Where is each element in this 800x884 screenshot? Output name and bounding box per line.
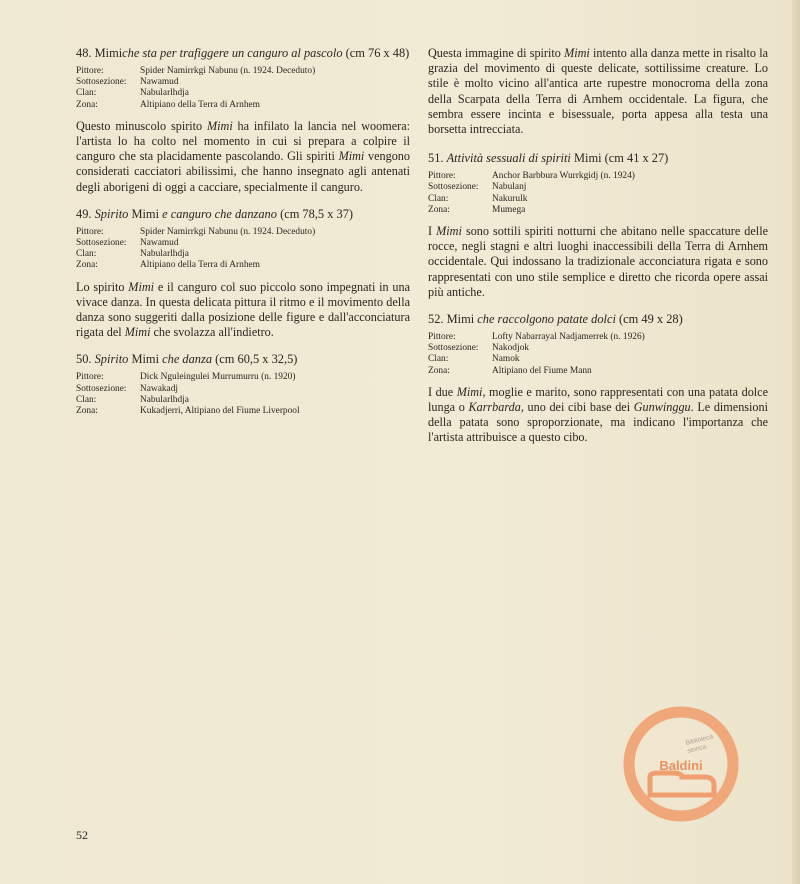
stamp-text-mid: storica xyxy=(686,743,708,755)
entry-description: I Mimi sono sottili spiriti notturni che abitano nelle spaccature delle rocce, negli stagni e altri luoghi inaccessibili della Terra di Arnhem occidentale. Qui indossano la tradizionale acconciatura rigata e sono rappresentati con uno stile semplice e diretto che ricorda opere assai più antiche. xyxy=(428,224,768,299)
stamp-text-top: Biblioteca xyxy=(684,733,714,747)
entry-description: Questo minuscolo spirito Mimi ha infilato la lancia nel woomera: l'artista lo ha colto nel momento in cui si prepara a colpire il canguro che sta placidamente pascolando. Gli spiriti Mimi vengono considerati cacciatori abilissimi, che hanno insegnato agli antenati degli aborigeni di oggi a cacciare, specialmente il canguro. xyxy=(76,118,410,194)
page-number: 52 xyxy=(76,828,88,842)
entry-51 xyxy=(428,151,768,300)
entry-title: 50. Spirito Mimi che danza (cm 60,5 x 32,5) xyxy=(76,352,298,367)
entry-metadata: Pittore: Anchor Barbbura Wurrkgidj (n. 1924) Sottosezione: Nabulanj Clan: Nakurulk Zona: Mumega xyxy=(428,171,635,215)
entry-metadata: Pittore: Spider Namirrkgi Nabunu (n. 1924. Deceduto) Sottosezione: Nawamud Clan: Nabularlhdja Zona: Altipiano della Terra di Arnhem xyxy=(76,66,316,110)
library-stamp-icon xyxy=(622,705,740,823)
left-column xyxy=(76,46,410,429)
page-edge xyxy=(792,0,800,884)
entry-metadata: Pittore: Spider Namirrkgi Nabunu (n. 1924. Deceduto) Sottosezione: Nawamud Clan: Nabularlhdja Zona: Altipiano della Terra di Arnhem xyxy=(76,226,316,271)
entry-title: 49. Spirito Mimi e canguro che danzano (cm 78,5 x 37) xyxy=(76,206,354,221)
entry-50 xyxy=(76,352,410,417)
entry-metadata: Pittore: Dick Nguleingulei Murrumurru (n. 1920) Sottosezione: Nawakadj Clan: Nabularlhdja Zona: Kukadjerri, Altipiano del Fiume Liverpool xyxy=(76,372,300,417)
entry-52 xyxy=(428,312,768,446)
entry-title: 51. Attività sessuali di spiriti Mimi (cm 41 x 27) xyxy=(428,151,669,166)
entry-metadata: Pittore: Lofty Nabarrayal Nadjamerrek (n. 1926) Sottosezione: Nakodjok Clan: Namok Zona: Altipiano del Fiume Mann xyxy=(428,332,645,376)
entry-title: 48. Mimiche sta per trafiggere un canguro al pascolo (cm 76 x 48) xyxy=(76,46,410,60)
right-column xyxy=(428,46,768,458)
entry-description: I due Mimi, moglie e marito, sono rappresentati con una patata dolce lunga o Karrbarda, uno dei cibi base dei Gunwinggu. Le dimensioni della patata sono sproporzionate, ma indicano l'importanza che l'artista attribuisce a questo cibo. xyxy=(428,384,769,445)
entry-50-description: Questa immagine di spirito Mimi intento alla danza mette in risalto la grazia del movimento di queste delicate, sottilissime creature. Lo stile è molto vicino all'antica arte rupestre monocroma della zona della Scarpata della Terra di Arnhem occidentale. La figura, che sembra essere incinta e bisessuale, porta appesa alla testa una borsetta intrecciata. xyxy=(428,46,768,137)
stamp-name: Baldini xyxy=(659,758,703,773)
entry-49 xyxy=(76,207,410,341)
entry-48 xyxy=(76,46,410,195)
entry-description: Lo spirito Mimi e il canguro col suo piccolo sono impegnati in una vivace danza. In questa delicata pittura il ritmo e il movimento della danza sono suggeriti dalla posizione delle figure e dall'acconciatura rigata del Mimi che svolazza all'indietro. xyxy=(76,279,411,340)
entry-title: 52. Mimi che raccolgono patate dolci (cm 49 x 28) xyxy=(428,312,683,327)
